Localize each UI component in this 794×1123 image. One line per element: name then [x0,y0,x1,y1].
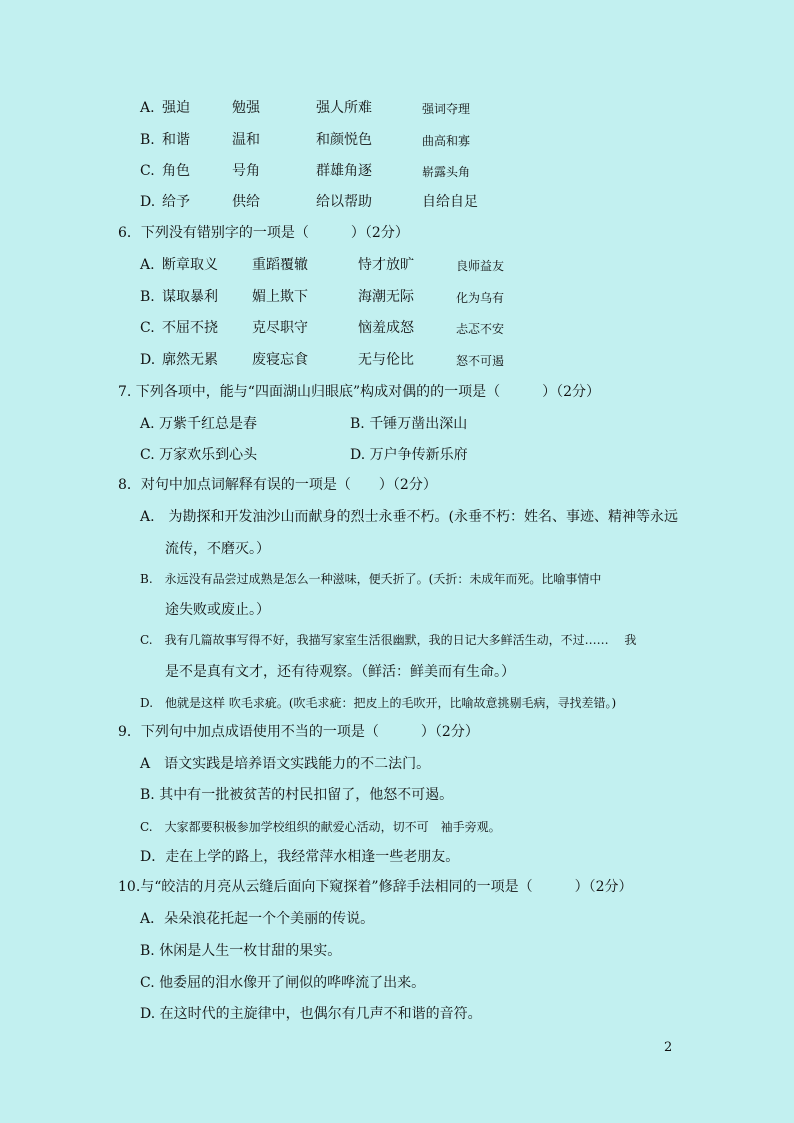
option-letter: D. [140,352,156,368]
q7-option-a: A. 万紫千红总是春 [140,416,258,432]
option-letter: D. [140,194,156,210]
option-word: 群雄角逐 [316,163,372,179]
option-word: 媚上欺下 [252,289,308,305]
q10-option-b: B. 休闲是人生一枚甘甜的果实。 [140,943,342,959]
q9-option-d: D．走在上学的路上，我经常萍水相逢一些老朋友。 [140,849,460,865]
option-word: 廓然无累 [162,352,218,368]
option-word: 和颜悦色 [316,132,372,148]
q8-option-c-line1: C. 我有几篇故事写得不好，我描写家室生活很幽默，我的日记大多鲜活生动，不过…… 我 [140,633,637,647]
q7-stem: 7. 下列各项中，能与“四面湖山归眼底”构成对偶的的一项是（ ）（2分） [118,384,601,400]
option-word: 勉强 [232,100,260,116]
q8-option-d: D. 他就是这样 吹毛求疵。(吹毛求疵：把皮上的毛吹开，比喻故意挑剔毛病，寻找差错。) [140,696,617,710]
option-word: 给予 [162,194,190,210]
q8-option-a-line1: A. 为勘探和开发油沙山而献身的烈士永垂不朽。(永垂不朽：姓名、事迹、精神等永远 [140,509,679,525]
q10-option-a: A．朵朵浪花托起一个个美丽的传说。 [140,911,375,927]
option-letter: B. [140,289,155,305]
q10-option-c: C. 他委屈的泪水像开了闸似的哗哗流了出来。 [140,975,426,991]
option-word: 自给自足 [422,194,478,210]
option-word: 强迫 [162,100,190,116]
option-word: 和谐 [162,132,190,148]
q9-stem: 9．下列句中加点成语使用不当的一项是（ ）（2分） [118,724,479,740]
option-word: 恃才放旷 [358,257,414,273]
q8-stem: 8．对句中加点词解释有误的一项是（ ）（2分） [118,477,437,493]
option-word: 废寝忘食 [252,352,308,368]
option-word: 克尽职守 [252,320,308,336]
q9-option-a: A 语文实践是培养语文实践能力的不二法门。 [140,756,431,772]
option-word: 断章取义 [162,257,218,273]
option-word: 良师益友 [456,259,505,273]
page-number: 2 [664,1040,673,1055]
q10-option-d: D. 在这时代的主旋律中，也偶尔有几声不和谐的音符。 [140,1006,482,1022]
option-word: 角色 [162,163,190,179]
option-word: 供给 [232,194,260,210]
q8-option-b-line1: B. 永远没有品尝过成熟是怎么一种滋味，便夭折了。(夭折：未成年而死。比喻事情中 [140,572,602,586]
option-word: 化为乌有 [456,291,505,305]
option-word: 不屈不挠 [162,320,218,336]
option-letter: C. [140,163,155,179]
q7-option-b: B. 千锤万凿出深山 [350,416,468,432]
q7-option-d: D. 万户争传新乐府 [350,447,468,463]
q7-option-c: C. 万家欢乐到心头 [140,447,258,463]
option-word: 海潮无际 [358,289,414,305]
q8-option-a-line2: 流传，不磨灭。） [165,541,270,557]
option-letter: A. [140,257,155,273]
option-letter: A. [140,100,155,116]
option-word: 谋取暴利 [162,289,218,305]
option-word: 强人所难 [316,100,372,116]
option-word: 恼羞成怒 [358,320,414,336]
q6-stem: 6．下列没有错别字的一项是（ ）（2分） [118,225,409,241]
option-word: 温和 [232,132,260,148]
option-word: 怒不可遏 [456,354,505,368]
q9-option-c: C. 大家都要积极参加学校组织的献爱心活动，切不可 袖手旁观。 [140,820,501,834]
q9-option-b: B. 其中有一批被贫苦的村民扣留了，他怒不可遏。 [140,787,454,803]
option-letter: B. [140,132,155,148]
q8-option-c-line2: 是不是真有文才，还有待观察。（鲜活：鲜美而有生命。） [165,664,515,680]
option-word: 忐忑不安 [456,322,505,336]
q8-option-b-line2: 途失败或废止。） [165,602,270,618]
option-word: 崭露头角 [422,165,471,179]
q10-stem: 10.与“皎洁的月亮从云缝后面向下窥探着”修辞手法相同的一项是（ ）（2分） [118,879,633,895]
option-letter: C. [140,320,155,336]
option-word: 号角 [232,163,260,179]
option-word: 强词夺理 [422,102,471,116]
option-word: 曲高和寡 [422,134,471,148]
option-word: 重蹈覆辙 [252,257,308,273]
option-word: 给以帮助 [316,194,372,210]
option-word: 无与伦比 [358,352,414,368]
